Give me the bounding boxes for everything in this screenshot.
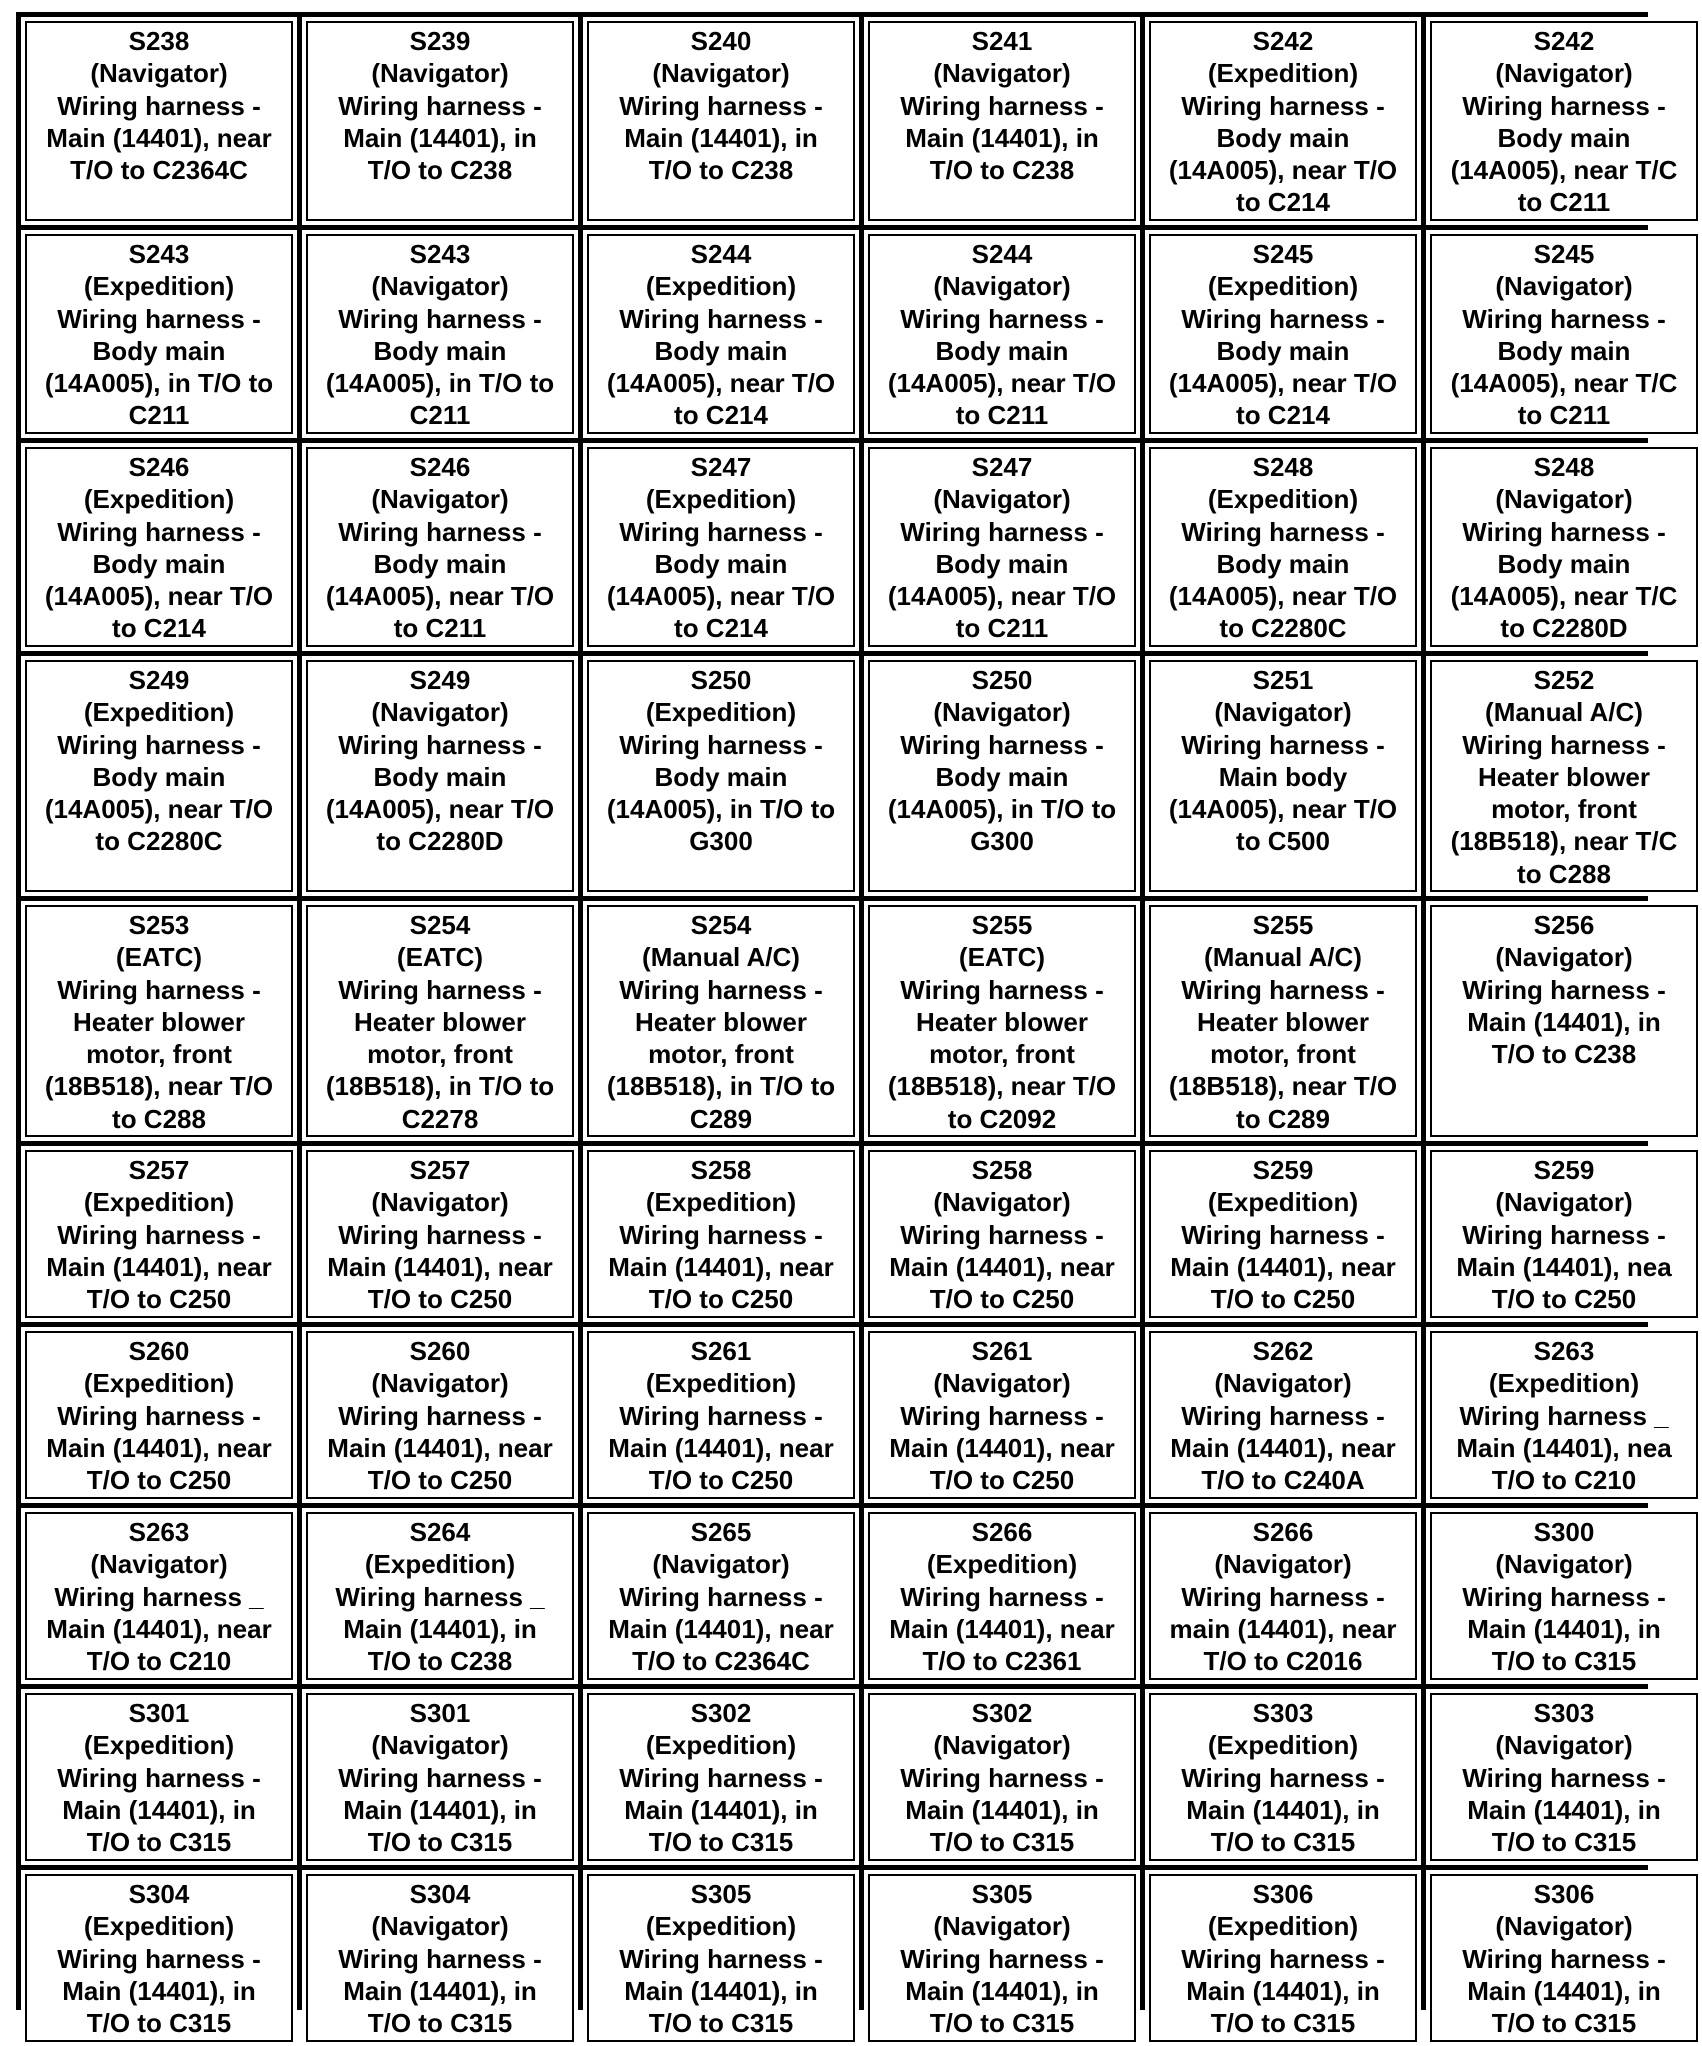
table-cell [21, 1870, 297, 2046]
table-cell [1426, 17, 1702, 225]
cell-text: S259 (Navigator) Wiring harness - Main (14401), nea T/O to C250 [1456, 1155, 1672, 1315]
table-cell [583, 443, 859, 651]
table-cell [1145, 1146, 1421, 1322]
cell-text: S261 (Expedition) Wiring harness - Main (14401), near T/O to C250 [608, 1336, 834, 1496]
cell-text: S249 (Expedition) Wiring harness - Body main (14A005), near T/O to C2280C [44, 665, 274, 857]
cell-text: S302 (Expedition) Wiring harness - Main (14401), in T/O to C315 [619, 1698, 823, 1858]
cell-text: S259 (Expedition) Wiring harness - Main (14401), near T/O to C250 [1170, 1155, 1396, 1315]
cell-text: S245 (Expedition) Wiring harness - Body main (14A005), near T/O to C214 [1168, 239, 1398, 431]
cell-text: S239 (Navigator) Wiring harness - Main (14401), in T/O to C238 [338, 26, 542, 186]
table-cell [864, 1508, 1140, 1684]
cell-text: S254 (Manual A/C) Wiring harness - Heater blower motor, front (18B518), in T/O to C289 [606, 910, 836, 1134]
table-cell [302, 230, 578, 438]
cell-text: S258 (Expedition) Wiring harness - Main (14401), near T/O to C250 [608, 1155, 834, 1315]
cell-text: S242 (Expedition) Wiring harness - Body main (14A005), near T/O to C214 [1168, 26, 1398, 218]
cell-text: S265 (Navigator) Wiring harness - Main (14401), near T/O to C2364C [608, 1517, 834, 1677]
cell-text: S260 (Navigator) Wiring harness - Main (14401), near T/O to C250 [327, 1336, 553, 1496]
cell-text: S249 (Navigator) Wiring harness - Body main (14A005), near T/O to C2280D [325, 665, 555, 857]
table-cell [1145, 443, 1421, 651]
table-cell [1145, 1870, 1421, 2046]
cell-text: S304 (Expedition) Wiring harness - Main (14401), in T/O to C315 [57, 1879, 261, 2039]
table-cell [583, 656, 859, 896]
table-cell [1426, 656, 1702, 896]
cell-text: S256 (Navigator) Wiring harness - Main (14401), in T/O to C238 [1462, 910, 1666, 1070]
cell-text: S258 (Navigator) Wiring harness - Main (14401), near T/O to C250 [889, 1155, 1115, 1315]
cell-text: S245 (Navigator) Wiring harness - Body main (14A005), near T/C to C211 [1450, 239, 1678, 431]
cell-text: S301 (Expedition) Wiring harness - Main (14401), in T/O to C315 [57, 1698, 261, 1858]
table-cell [302, 17, 578, 225]
table-cell [1426, 443, 1702, 651]
table-cell [864, 656, 1140, 896]
table-cell [1426, 901, 1702, 1141]
table-cell [583, 1146, 859, 1322]
cell-text: S250 (Navigator) Wiring harness - Body main (14A005), in T/O to G300 [887, 665, 1117, 857]
cell-text: S266 (Navigator) Wiring harness - main (14401), near T/O to C2016 [1169, 1517, 1397, 1677]
cell-text: S252 (Manual A/C) Wiring harness - Heater blower motor, front (18B518), near T/C to C288 [1450, 665, 1678, 889]
table-cell [1145, 1327, 1421, 1503]
cell-text: S262 (Navigator) Wiring harness - Main (14401), near T/O to C240A [1170, 1336, 1396, 1496]
cell-text: S263 (Expedition) Wiring harness _ Main (14401), nea T/O to C210 [1456, 1336, 1672, 1496]
cell-text: S247 (Expedition) Wiring harness - Body main (14A005), near T/O to C214 [606, 452, 836, 644]
table-cell [1145, 1689, 1421, 1865]
cell-text: S241 (Navigator) Wiring harness - Main (14401), in T/O to C238 [900, 26, 1104, 186]
table-cell [21, 656, 297, 896]
cell-text: S302 (Navigator) Wiring harness - Main (14401), in T/O to C315 [900, 1698, 1104, 1858]
table-cell [302, 1870, 578, 2046]
cell-text: S253 (EATC) Wiring harness - Heater blower motor, front (18B518), near T/O to C288 [44, 910, 274, 1134]
table-cell [583, 1327, 859, 1503]
table-cell [583, 17, 859, 225]
table-cell [1426, 1146, 1702, 1322]
table-cell [302, 443, 578, 651]
splice-table [16, 12, 1678, 2039]
table-cell [302, 901, 578, 1141]
table-cell [583, 1508, 859, 1684]
cell-text: S240 (Navigator) Wiring harness - Main (14401), in T/O to C238 [619, 26, 823, 186]
table-cell [302, 656, 578, 896]
table-cell [21, 1689, 297, 1865]
table-cell [1426, 1870, 1702, 2046]
table-cell [302, 1508, 578, 1684]
table-cell [864, 1327, 1140, 1503]
table-cell [864, 1870, 1140, 2046]
cell-text: S243 (Navigator) Wiring harness - Body main (14A005), in T/O to C211 [325, 239, 555, 431]
cell-text: S263 (Navigator) Wiring harness _ Main (14401), near T/O to C210 [46, 1517, 272, 1677]
table-cell [864, 17, 1140, 225]
table-cell [1426, 1327, 1702, 1503]
cell-text: S306 (Expedition) Wiring harness - Main (14401), in T/O to C315 [1181, 1879, 1385, 2039]
cell-text: S260 (Expedition) Wiring harness - Main (14401), near T/O to C250 [46, 1336, 272, 1496]
cell-text: S303 (Expedition) Wiring harness - Main (14401), in T/O to C315 [1181, 1698, 1385, 1858]
cell-text: S254 (EATC) Wiring harness - Heater blower motor, front (18B518), in T/O to C2278 [325, 910, 555, 1134]
table-cell [583, 1689, 859, 1865]
cell-text: S250 (Expedition) Wiring harness - Body main (14A005), in T/O to G300 [606, 665, 836, 857]
table-cell [302, 1146, 578, 1322]
table-cell [21, 443, 297, 651]
table-cell [21, 901, 297, 1141]
table-cell [21, 230, 297, 438]
table-cell [1145, 230, 1421, 438]
table-cell [864, 1689, 1140, 1865]
cell-text: S255 (EATC) Wiring harness - Heater blower motor, front (18B518), near T/O to C2092 [887, 910, 1117, 1134]
cell-text: S248 (Expedition) Wiring harness - Body main (14A005), near T/O to C2280C [1168, 452, 1398, 644]
table-cell [583, 230, 859, 438]
table-cell [21, 1146, 297, 1322]
table-cell [583, 901, 859, 1141]
cell-text: S243 (Expedition) Wiring harness - Body main (14A005), in T/O to C211 [44, 239, 274, 431]
cell-text: S266 (Expedition) Wiring harness - Main (14401), near T/O to C2361 [889, 1517, 1115, 1677]
cell-text: S301 (Navigator) Wiring harness - Main (14401), in T/O to C315 [338, 1698, 542, 1858]
cell-text: S251 (Navigator) Wiring harness - Main body (14A005), near T/O to C500 [1168, 665, 1398, 857]
table-cell [1145, 17, 1421, 225]
cell-text: S244 (Navigator) Wiring harness - Body main (14A005), near T/O to C211 [887, 239, 1117, 431]
table-cell [864, 1146, 1140, 1322]
cell-text: S244 (Expedition) Wiring harness - Body main (14A005), near T/O to C214 [606, 239, 836, 431]
cell-text: S247 (Navigator) Wiring harness - Body main (14A005), near T/O to C211 [887, 452, 1117, 644]
cell-text: S255 (Manual A/C) Wiring harness - Heater blower motor, front (18B518), near T/O to C289 [1168, 910, 1398, 1134]
table-cell [583, 1870, 859, 2046]
cell-text: S304 (Navigator) Wiring harness - Main (14401), in T/O to C315 [338, 1879, 542, 2039]
cell-text: S257 (Expedition) Wiring harness - Main (14401), near T/O to C250 [46, 1155, 272, 1315]
cell-text: S305 (Expedition) Wiring harness - Main (14401), in T/O to C315 [619, 1879, 823, 2039]
table-cell [302, 1327, 578, 1503]
cell-text: S303 (Navigator) Wiring harness - Main (14401), in T/O to C315 [1462, 1698, 1666, 1858]
table-cell [864, 443, 1140, 651]
cell-text: S246 (Navigator) Wiring harness - Body main (14A005), near T/O to C211 [325, 452, 555, 644]
cell-text: S306 (Navigator) Wiring harness - Main (14401), in T/O to C315 [1462, 1879, 1666, 2039]
cell-text: S238 (Navigator) Wiring harness - Main (14401), near T/O to C2364C [46, 26, 272, 186]
table-cell [21, 17, 297, 225]
cell-text: S257 (Navigator) Wiring harness - Main (14401), near T/O to C250 [327, 1155, 553, 1315]
cell-text: S305 (Navigator) Wiring harness - Main (14401), in T/O to C315 [900, 1879, 1104, 2039]
cell-text: S261 (Navigator) Wiring harness - Main (14401), near T/O to C250 [889, 1336, 1115, 1496]
table-cell [21, 1508, 297, 1684]
table-cell [864, 230, 1140, 438]
table-cell [864, 901, 1140, 1141]
table-cell [1145, 901, 1421, 1141]
table-cell [1426, 230, 1702, 438]
cell-text: S264 (Expedition) Wiring harness _ Main (14401), in T/O to C238 [335, 1517, 545, 1677]
table-cell [21, 1327, 297, 1503]
table-cell [1145, 656, 1421, 896]
cell-text: S300 (Navigator) Wiring harness - Main (14401), in T/O to C315 [1462, 1517, 1666, 1677]
table-cell [1145, 1508, 1421, 1684]
table-cell [1426, 1689, 1702, 1865]
table-cell [302, 1689, 578, 1865]
cell-text: S248 (Navigator) Wiring harness - Body main (14A005), near T/C to C2280D [1450, 452, 1678, 644]
cell-text: S242 (Navigator) Wiring harness - Body main (14A005), near T/C to C211 [1450, 26, 1678, 218]
cell-text: S246 (Expedition) Wiring harness - Body main (14A005), near T/O to C214 [44, 452, 274, 644]
table-cell [1426, 1508, 1702, 1684]
